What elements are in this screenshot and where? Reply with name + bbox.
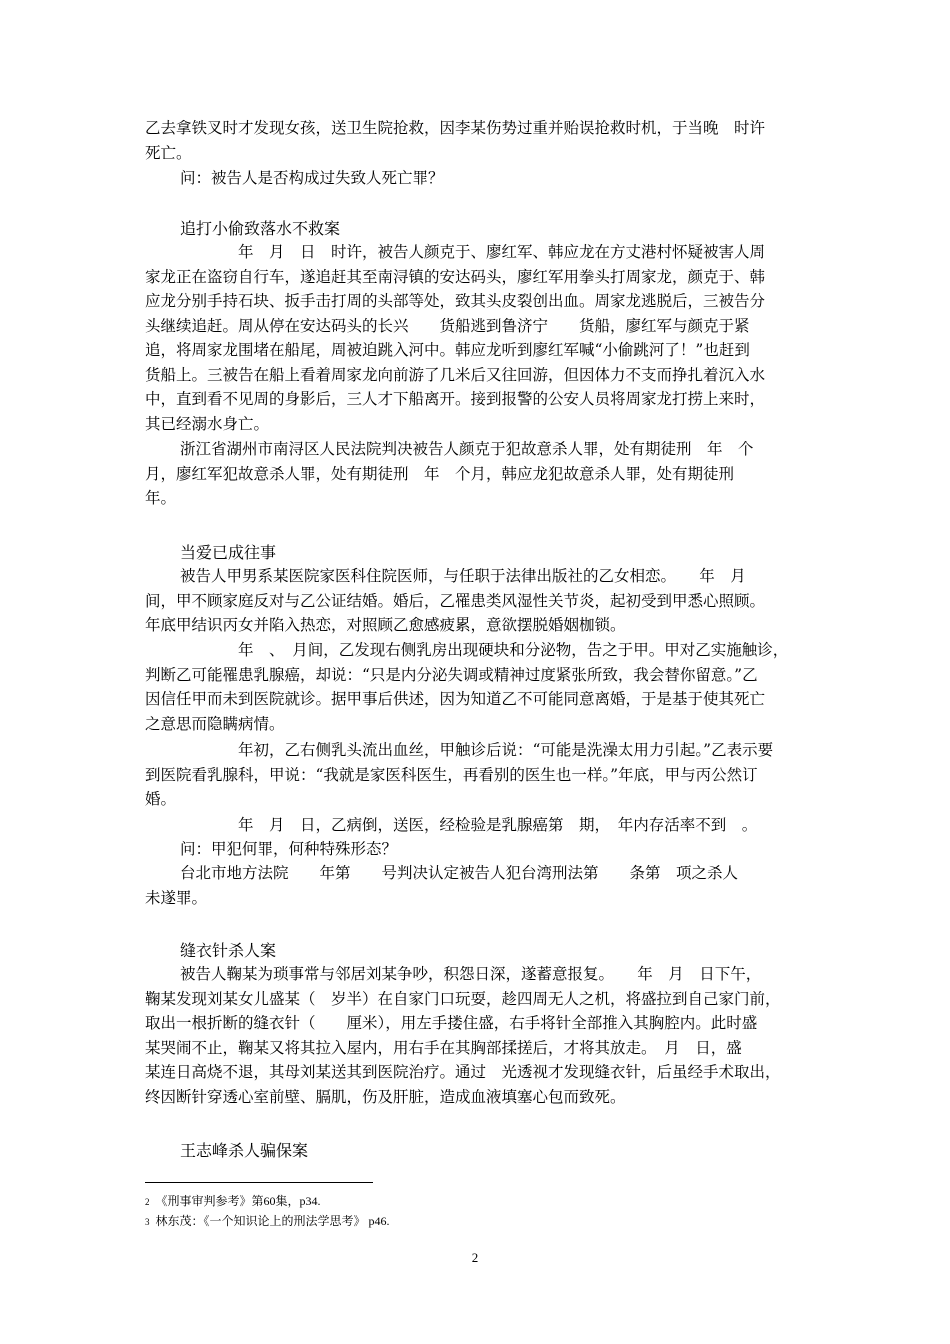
text-line: 年 月 日，乙病倒，送医，经检验是乳腺癌第 期， 年内存活率不到 。 — [207, 816, 758, 834]
text-line: 未遂罪。 — [145, 888, 208, 907]
text-line: 终因断针穿透心室前壁、膈肌，伤及肝脏，造成血液填塞心包而致死。 — [145, 1087, 626, 1106]
footnote-number: 2 — [145, 1197, 150, 1207]
case2-paragraph-3 — [145, 738, 810, 812]
text-line: 取出一根折断的缝衣针（ 厘米），用左手搂住盛，右手将针全部推入其胸腔内。此时盛 — [145, 1014, 758, 1032]
text-line: 年 月 日 时许，被告人颜克于、廖红军、韩应龙在方丈港村怀疑被害人周 — [207, 243, 766, 261]
text-line: 头继续追赶。周从停在安达码头的长兴 货船逃到鲁济宁 货船，廖红军与颜克于紧 — [145, 316, 750, 335]
text-line: 被告人甲男系某医院家医科住院医师，与任职于法律出版社的乙女相恋。 年 月 — [180, 567, 746, 585]
intro-question — [180, 166, 810, 191]
case2-paragraph-1 — [145, 564, 810, 638]
footnote — [145, 1193, 321, 1210]
page-number: 2 — [471, 1250, 479, 1265]
footnote-divider — [145, 1182, 373, 1183]
text-line: 鞠某发现刘某女儿盛某（ 岁半）在自家门口玩耍，趁四周无人之机，将盛拉到自己家门前， — [145, 989, 781, 1008]
text-line: 年初，乙右侧乳头流出血丝，甲触诊后说：“可能是洗澡太用力引起。”乙表示要 — [207, 741, 774, 759]
footnote-text: 林东茂：《一个知识论上的刑法学思考》 p46. — [155, 1214, 390, 1228]
text-line: 死亡。 — [145, 143, 192, 162]
text-line: 之意思而隐瞒病情。 — [145, 714, 285, 733]
case-title: 缝衣针杀人案 — [180, 941, 277, 960]
text-line: 台北市地方法院 年第 号判决认定被告人犯台湾刑法第 条第 项之杀人 — [180, 864, 739, 882]
text-line: 追，将周家龙围堵在船尾，周被迫跳入河中。韩应龙听到廖红军喊“小偷跳河了！”也赶到 — [145, 341, 750, 359]
text-line: 中，直到看不见周的身影后，三人才下船离开。接到报警的公安人员将周家龙打捞上来时， — [145, 390, 766, 408]
text-line: 浙江省湖州市南浔区人民法院判决被告人颜克于犯故意杀人罪，处有期徒刑 年 个 — [180, 440, 754, 458]
case2-paragraph-4 — [145, 813, 810, 838]
case1-paragraph-1 — [145, 240, 810, 436]
question-line: 问：甲犯何罪，何种特殊形态？ — [180, 840, 398, 858]
text-line: 某连日高烧不退，其母刘某送其到医院治疗。通过 光透视才发现缝衣针，后虽经手术取出， — [145, 1063, 781, 1081]
text-line: 年。 — [145, 489, 177, 507]
footnote-number: 3 — [145, 1217, 150, 1227]
text-line: 因信任甲而未到医院就诊。据甲事后供述，因为知道乙不可能同意离婚，于是基于使其死亡 — [145, 690, 766, 708]
intro-paragraph — [145, 116, 810, 165]
case-title: 追打小偷致落水不救案 — [180, 219, 341, 238]
text-line: 某哭闹不止，鞠某又将其拉入屋内，用右手在其胸部揉搓后，才将其放走。 月 日，盛 — [145, 1038, 742, 1057]
question-line: 问：被告人是否构成过失致人死亡罪？ — [180, 169, 444, 187]
case-title: 王志峰杀人骗保案 — [180, 1141, 309, 1160]
case2-paragraph-2 — [145, 638, 810, 736]
text-line: 被告人鞠某为琐事常与邻居刘某争吵，积怨日深，遂蓄意报复。 年 月 日下午， — [180, 965, 762, 983]
footnote — [145, 1213, 390, 1230]
text-line: 年 、 月间，乙发现右侧乳房出现硬块和分泌物，告之于甲。甲对乙实施触诊， — [207, 641, 789, 659]
text-line: 乙去拿铁叉时才发现女孩，送卫生院抢救，因李某伤势过重并贻误抢救时机，于当晚 时许 — [145, 119, 766, 137]
case2-paragraph-5 — [145, 861, 810, 910]
text-line: 到医院看乳腺科，甲说：“我就是家医科医生，再看别的医生也一样。”年底，甲与丙公然订 — [145, 765, 758, 784]
text-line: 间，甲不顾家庭反对与乙公证结婚。婚后，乙罹患类风湿性关节炎，起初受到甲悉心照顾。 — [145, 591, 766, 610]
footnote-text: 《刑事审判参考》第60集，p34. — [155, 1194, 321, 1208]
text-line: 应龙分别手持石块、扳手击打周的头部等处，致其头皮裂创出血。周家龙逃脱后，三被告分 — [145, 292, 766, 310]
text-line: 月，廖红军犯故意杀人罪，处有期徒刑 年 个月，韩应龙犯故意杀人罪，处有期徒刑 — [145, 464, 735, 483]
case2-question — [145, 837, 810, 862]
text-line: 家龙正在盗窃自行车，遂追赶其至南浔镇的安达码头，廖红军用拳头打周家龙，颜克于、韩 — [145, 267, 766, 286]
text-line: 年底甲结识丙女并陷入热恋，对照顾乙愈感疲累，意欲摆脱婚姻枷锁。 — [145, 616, 626, 634]
case3-paragraph-1 — [145, 962, 810, 1109]
case1-paragraph-2 — [145, 437, 810, 511]
case-title: 当爱已成往事 — [180, 543, 277, 562]
text-line: 判断乙可能罹患乳腺癌，却说：“只是内分泌失调或精神过度紧张所致，我会替你留意。”乙 — [145, 665, 758, 684]
text-line: 货船上。三被告在船上看着周家龙向前游了几米后又往回游，但因体力不支而挣扎着沉入水 — [145, 365, 766, 384]
text-line: 其已经溺水身亡。 — [145, 414, 270, 433]
text-line: 婚。 — [145, 790, 177, 808]
